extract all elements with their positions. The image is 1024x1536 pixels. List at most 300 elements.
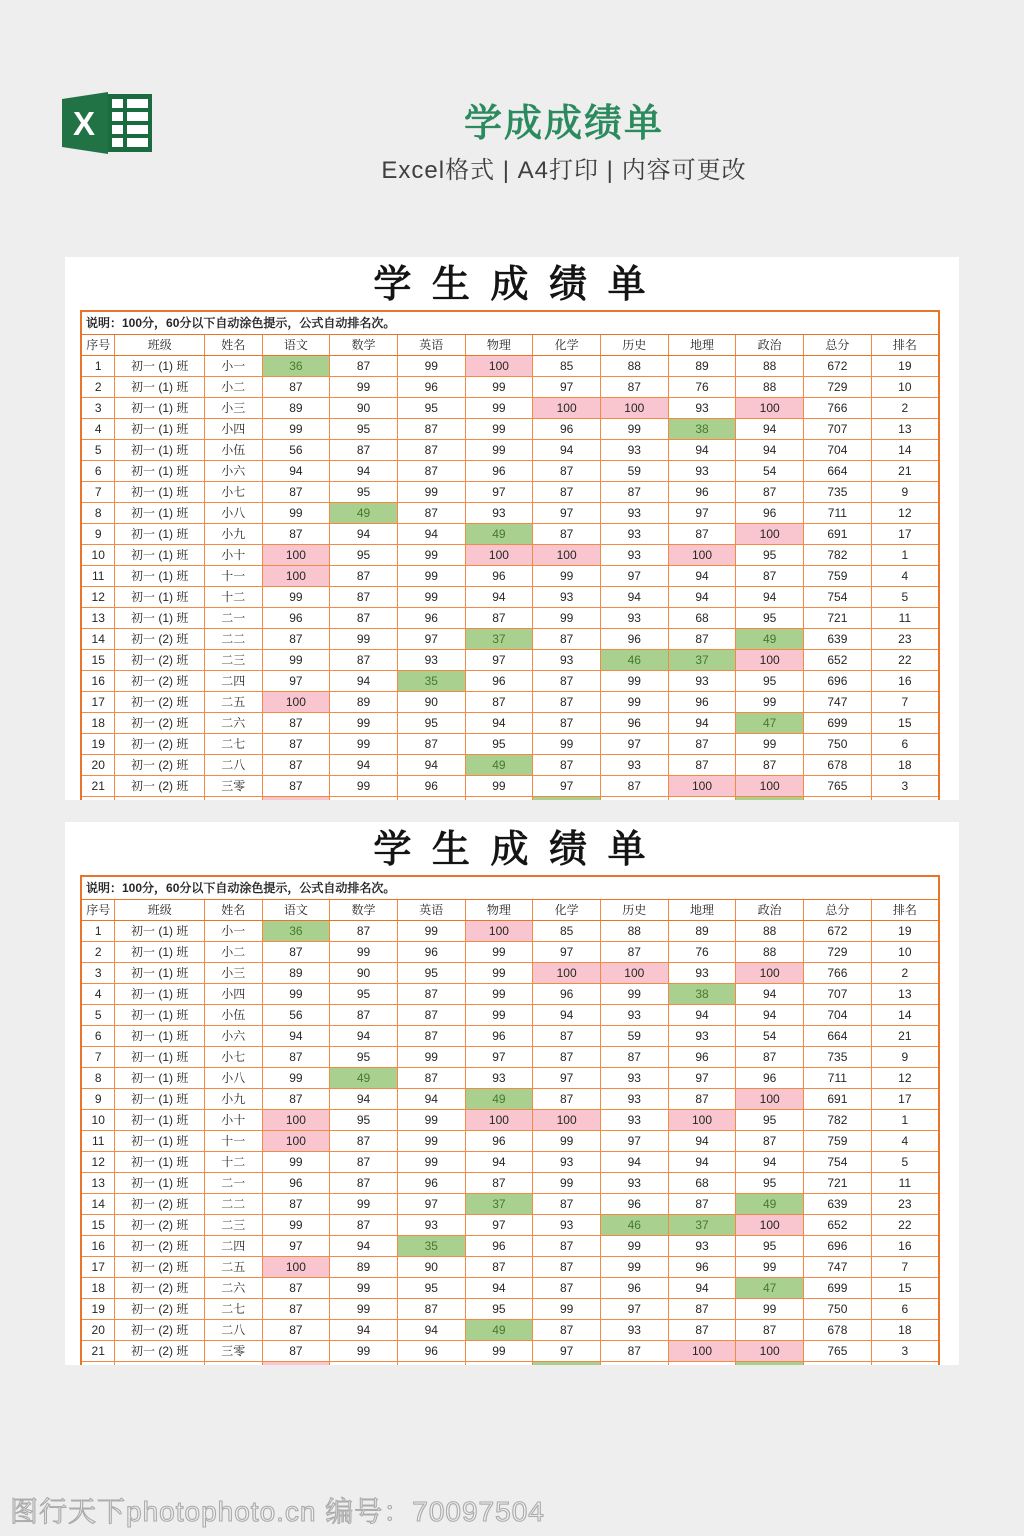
table-row [81,398,939,419]
column-header: 数学 [330,335,398,356]
cell-score: 87 [397,1068,465,1089]
cell-partial [533,797,601,801]
cell-no: 16 [81,671,115,692]
cell-score: 99 [330,942,398,963]
cell-partial [804,797,872,801]
cell-no: 9 [81,1089,115,1110]
cell-score: 99 [262,503,330,524]
cell-rank: 3 [871,776,939,797]
cell-score: 94 [533,1005,601,1026]
cell-score: 95 [736,671,804,692]
column-header: 总分 [804,900,872,921]
cell-partial [115,1362,205,1366]
cell-score: 94 [736,440,804,461]
cell-partial [804,1362,872,1366]
cell-score: 87 [262,1299,330,1320]
cell-total: 747 [804,1257,872,1278]
table-row [81,524,939,545]
cell-rank: 16 [871,671,939,692]
cell-score: 99 [600,692,668,713]
cell-score: 99 [465,419,533,440]
cell-name: 十二 [205,1152,262,1173]
cell-total: 664 [804,1026,872,1047]
cell-name: 小四 [205,984,262,1005]
cell-total: 721 [804,1173,872,1194]
cell-score: 94 [600,587,668,608]
cell-score: 95 [397,1278,465,1299]
cell-name: 二三 [205,650,262,671]
column-header: 班级 [115,335,205,356]
cell-score: 87 [668,1089,736,1110]
cell-no: 11 [81,566,115,587]
cell-score: 94 [330,1236,398,1257]
cell-class: 初一 (1) 班 [115,1068,205,1089]
cell-name: 小伍 [205,440,262,461]
cell-rank: 1 [871,545,939,566]
cell-score: 93 [600,1110,668,1131]
cell-score: 99 [397,566,465,587]
cell-score: 96 [668,1257,736,1278]
cell-score: 100 [736,650,804,671]
cell-partial [600,1362,668,1366]
cell-total: 750 [804,1299,872,1320]
cell-score: 96 [397,1341,465,1362]
header-row [81,335,939,356]
cell-score: 100 [736,398,804,419]
column-header: 序号 [81,335,115,356]
cell-score: 99 [533,1173,601,1194]
cell-score: 46 [600,1215,668,1236]
cell-score: 97 [668,503,736,524]
cell-class: 初一 (2) 班 [115,671,205,692]
preview-panel-2 [65,822,959,1365]
column-header: 总分 [804,335,872,356]
cell-score: 99 [262,587,330,608]
cell-class: 初一 (1) 班 [115,963,205,984]
cell-score: 94 [668,713,736,734]
partial-row [81,1362,939,1366]
cell-score: 88 [736,942,804,963]
cell-no: 4 [81,419,115,440]
cell-score: 95 [330,1110,398,1131]
cell-class: 初一 (2) 班 [115,692,205,713]
cell-rank: 4 [871,1131,939,1152]
cell-score: 99 [397,1110,465,1131]
cell-score: 93 [600,1068,668,1089]
cell-score: 87 [600,377,668,398]
cell-score: 100 [465,356,533,377]
cell-partial [736,797,804,801]
cell-score: 97 [668,1068,736,1089]
cell-score: 93 [533,1152,601,1173]
cell-score: 99 [465,963,533,984]
cell-score: 87 [533,629,601,650]
cell-rank: 9 [871,482,939,503]
cell-score: 87 [465,692,533,713]
cell-name: 二六 [205,713,262,734]
cell-rank: 11 [871,1173,939,1194]
cell-score: 94 [330,1320,398,1341]
cell-score: 94 [668,587,736,608]
cell-score: 87 [262,524,330,545]
cell-name: 小八 [205,503,262,524]
cell-class: 初一 (2) 班 [115,713,205,734]
cell-rank: 17 [871,1089,939,1110]
cell-total: 678 [804,755,872,776]
table-row [81,1131,939,1152]
cell-score: 95 [330,545,398,566]
cell-score: 97 [533,377,601,398]
cell-score: 94 [330,524,398,545]
column-header: 语文 [262,335,330,356]
cell-score: 49 [465,1089,533,1110]
cell-score: 94 [668,1005,736,1026]
cell-score: 89 [668,356,736,377]
cell-score: 99 [330,1299,398,1320]
cell-score: 88 [736,356,804,377]
cell-class: 初一 (1) 班 [115,377,205,398]
cell-partial [668,797,736,801]
cell-score: 87 [533,755,601,776]
cell-no: 6 [81,1026,115,1047]
cell-score: 87 [397,461,465,482]
cell-class: 初一 (2) 班 [115,776,205,797]
cell-score: 94 [465,587,533,608]
cell-score: 100 [262,545,330,566]
cell-name: 小三 [205,398,262,419]
cell-score: 99 [397,545,465,566]
cell-score: 87 [533,1194,601,1215]
table-row [81,963,939,984]
cell-class: 初一 (1) 班 [115,566,205,587]
cell-partial [205,1362,262,1366]
cell-rank: 18 [871,755,939,776]
cell-no: 17 [81,1257,115,1278]
cell-class: 初一 (1) 班 [115,1026,205,1047]
cell-class: 初一 (1) 班 [115,419,205,440]
score-table [80,875,940,1365]
cell-score: 100 [736,1341,804,1362]
cell-partial [205,797,262,801]
column-header: 排名 [871,335,939,356]
table-row [81,650,939,671]
cell-score: 100 [465,545,533,566]
cell-score: 88 [736,921,804,942]
cell-score: 93 [600,440,668,461]
table-row [81,1068,939,1089]
cell-score: 87 [533,1236,601,1257]
cell-name: 小二 [205,377,262,398]
cell-score: 68 [668,608,736,629]
cell-total: 652 [804,1215,872,1236]
cell-score: 87 [262,776,330,797]
note-text: 说明：100分，60分以下自动涂色提示，公式自动排名次。 [81,876,939,900]
cell-no: 14 [81,1194,115,1215]
cell-score: 93 [668,398,736,419]
cell-score: 93 [533,587,601,608]
cell-score: 95 [397,398,465,419]
cell-score: 87 [262,1278,330,1299]
cell-score: 87 [736,566,804,587]
cell-name: 小伍 [205,1005,262,1026]
cell-rank: 12 [871,1068,939,1089]
note-row [81,876,939,900]
cell-name: 小七 [205,482,262,503]
cell-partial [871,1362,939,1366]
cell-score: 37 [668,650,736,671]
cell-score: 94 [533,440,601,461]
cell-score: 87 [262,1047,330,1068]
cell-score: 95 [736,608,804,629]
cell-class: 初一 (1) 班 [115,921,205,942]
cell-no: 8 [81,1068,115,1089]
cell-score: 90 [330,963,398,984]
column-header: 姓名 [205,335,262,356]
cell-no: 14 [81,629,115,650]
cell-rank: 12 [871,503,939,524]
cell-score: 96 [600,629,668,650]
cell-score: 97 [397,629,465,650]
table-row [81,503,939,524]
cell-score: 46 [600,650,668,671]
cell-no: 2 [81,942,115,963]
cell-partial [871,797,939,801]
cell-score: 99 [600,1257,668,1278]
cell-score: 97 [600,1299,668,1320]
cell-score: 96 [397,1173,465,1194]
cell-score: 94 [600,1152,668,1173]
cell-score: 93 [600,608,668,629]
cell-score: 100 [736,1215,804,1236]
cell-score: 96 [668,482,736,503]
column-header: 班级 [115,900,205,921]
cell-no: 9 [81,524,115,545]
cell-score: 87 [668,734,736,755]
cell-total: 735 [804,482,872,503]
cell-score: 99 [465,440,533,461]
cell-class: 初一 (1) 班 [115,440,205,461]
cell-partial [81,1362,115,1366]
table-row [81,755,939,776]
cell-score: 97 [533,1068,601,1089]
cell-name: 小十 [205,545,262,566]
column-header: 历史 [600,900,668,921]
cell-total: 721 [804,608,872,629]
cell-score: 93 [668,1026,736,1047]
cell-score: 100 [736,776,804,797]
cell-score: 87 [330,921,398,942]
cell-score: 87 [330,608,398,629]
cell-score: 87 [330,1005,398,1026]
column-header: 历史 [600,335,668,356]
cell-class: 初一 (1) 班 [115,984,205,1005]
cell-score: 87 [262,755,330,776]
cell-score: 87 [533,1320,601,1341]
cell-score: 93 [533,1215,601,1236]
cell-score: 87 [600,482,668,503]
cell-class: 初一 (1) 班 [115,1131,205,1152]
cell-class: 初一 (2) 班 [115,1257,205,1278]
cell-score: 97 [600,566,668,587]
table-row [81,1089,939,1110]
cell-score: 99 [397,356,465,377]
cell-name: 小二 [205,942,262,963]
cell-partial [600,797,668,801]
cell-score: 54 [736,461,804,482]
table-row [81,1257,939,1278]
cell-score: 96 [668,1047,736,1068]
cell-score: 93 [668,461,736,482]
cell-rank: 5 [871,587,939,608]
cell-score: 94 [736,984,804,1005]
column-header: 政治 [736,900,804,921]
cell-score: 94 [262,1026,330,1047]
cell-no: 8 [81,503,115,524]
cell-score: 99 [736,734,804,755]
cell-partial [465,797,533,801]
cell-score: 87 [262,629,330,650]
score-table [80,310,940,800]
cell-score: 49 [465,524,533,545]
cell-name: 小六 [205,461,262,482]
cell-score: 99 [533,566,601,587]
cell-rank: 15 [871,713,939,734]
note-text: 说明：100分，60分以下自动涂色提示，公式自动排名次。 [81,311,939,335]
table-row [81,608,939,629]
cell-partial [397,797,465,801]
cell-score: 97 [533,503,601,524]
cell-score: 90 [397,1257,465,1278]
cell-class: 初一 (1) 班 [115,1173,205,1194]
cell-score: 87 [330,650,398,671]
cell-score: 87 [533,692,601,713]
cell-no: 19 [81,734,115,755]
cell-score: 100 [736,1089,804,1110]
cell-score: 99 [330,713,398,734]
cell-score: 93 [600,503,668,524]
cell-score: 88 [600,921,668,942]
cell-total: 652 [804,650,872,671]
cell-score: 100 [465,1110,533,1131]
cell-score: 99 [465,942,533,963]
cell-score: 37 [465,1194,533,1215]
cell-score: 99 [600,419,668,440]
cell-name: 二七 [205,1299,262,1320]
cell-score: 99 [330,1341,398,1362]
cell-score: 97 [533,776,601,797]
cell-score: 100 [533,545,601,566]
cell-rank: 6 [871,734,939,755]
cell-score: 97 [533,942,601,963]
cell-score: 96 [397,377,465,398]
table-row [81,1320,939,1341]
cell-score: 95 [465,734,533,755]
cell-class: 初一 (2) 班 [115,1278,205,1299]
cell-class: 初一 (2) 班 [115,1320,205,1341]
cell-score: 85 [533,921,601,942]
cell-score: 95 [736,1173,804,1194]
cell-name: 二五 [205,692,262,713]
table-row [81,1341,939,1362]
cell-total: 735 [804,1047,872,1068]
cell-score: 93 [600,755,668,776]
cell-name: 小六 [205,1026,262,1047]
cell-score: 100 [736,524,804,545]
cell-score: 87 [262,734,330,755]
cell-score: 87 [397,1005,465,1026]
cell-name: 小一 [205,921,262,942]
cell-score: 99 [465,398,533,419]
cell-score: 99 [465,1341,533,1362]
cell-score: 99 [465,776,533,797]
cell-class: 初一 (1) 班 [115,545,205,566]
cell-no: 15 [81,650,115,671]
table-row [81,419,939,440]
cell-score: 99 [330,734,398,755]
cell-score: 87 [736,755,804,776]
cell-score: 94 [262,461,330,482]
cell-score: 89 [262,963,330,984]
cell-total: 754 [804,1152,872,1173]
table-row [81,1110,939,1131]
cell-score: 85 [533,356,601,377]
cell-score: 94 [397,1320,465,1341]
cell-class: 初一 (2) 班 [115,1341,205,1362]
cell-partial [262,797,330,801]
cell-name: 小七 [205,1047,262,1068]
cell-no: 16 [81,1236,115,1257]
cell-no: 20 [81,755,115,776]
cell-score: 87 [600,1047,668,1068]
cell-score: 93 [668,963,736,984]
cell-score: 94 [330,671,398,692]
cell-class: 初一 (1) 班 [115,503,205,524]
cell-score: 49 [736,1194,804,1215]
note-row [81,311,939,335]
cell-score: 87 [397,734,465,755]
cell-score: 94 [465,1152,533,1173]
cell-score: 87 [397,440,465,461]
cell-score: 99 [600,671,668,692]
cell-rank: 19 [871,921,939,942]
cell-score: 100 [668,1110,736,1131]
cell-name: 小一 [205,356,262,377]
cell-score: 99 [397,482,465,503]
cell-score: 87 [330,566,398,587]
cell-score: 49 [736,629,804,650]
column-header: 序号 [81,900,115,921]
cell-name: 二二 [205,629,262,650]
cell-total: 639 [804,629,872,650]
cell-score: 94 [736,1005,804,1026]
cell-name: 十一 [205,1131,262,1152]
cell-score: 99 [397,1131,465,1152]
cell-rank: 21 [871,1026,939,1047]
cell-score: 99 [397,1047,465,1068]
table-row [81,984,939,1005]
cell-score: 97 [465,1047,533,1068]
cell-score: 94 [397,755,465,776]
cell-no: 10 [81,545,115,566]
cell-score: 87 [668,755,736,776]
cell-score: 95 [397,713,465,734]
cell-name: 十一 [205,566,262,587]
cell-score: 68 [668,1173,736,1194]
cell-total: 699 [804,1278,872,1299]
cell-score: 87 [533,1047,601,1068]
cell-score: 96 [600,1194,668,1215]
cell-score: 95 [736,1110,804,1131]
